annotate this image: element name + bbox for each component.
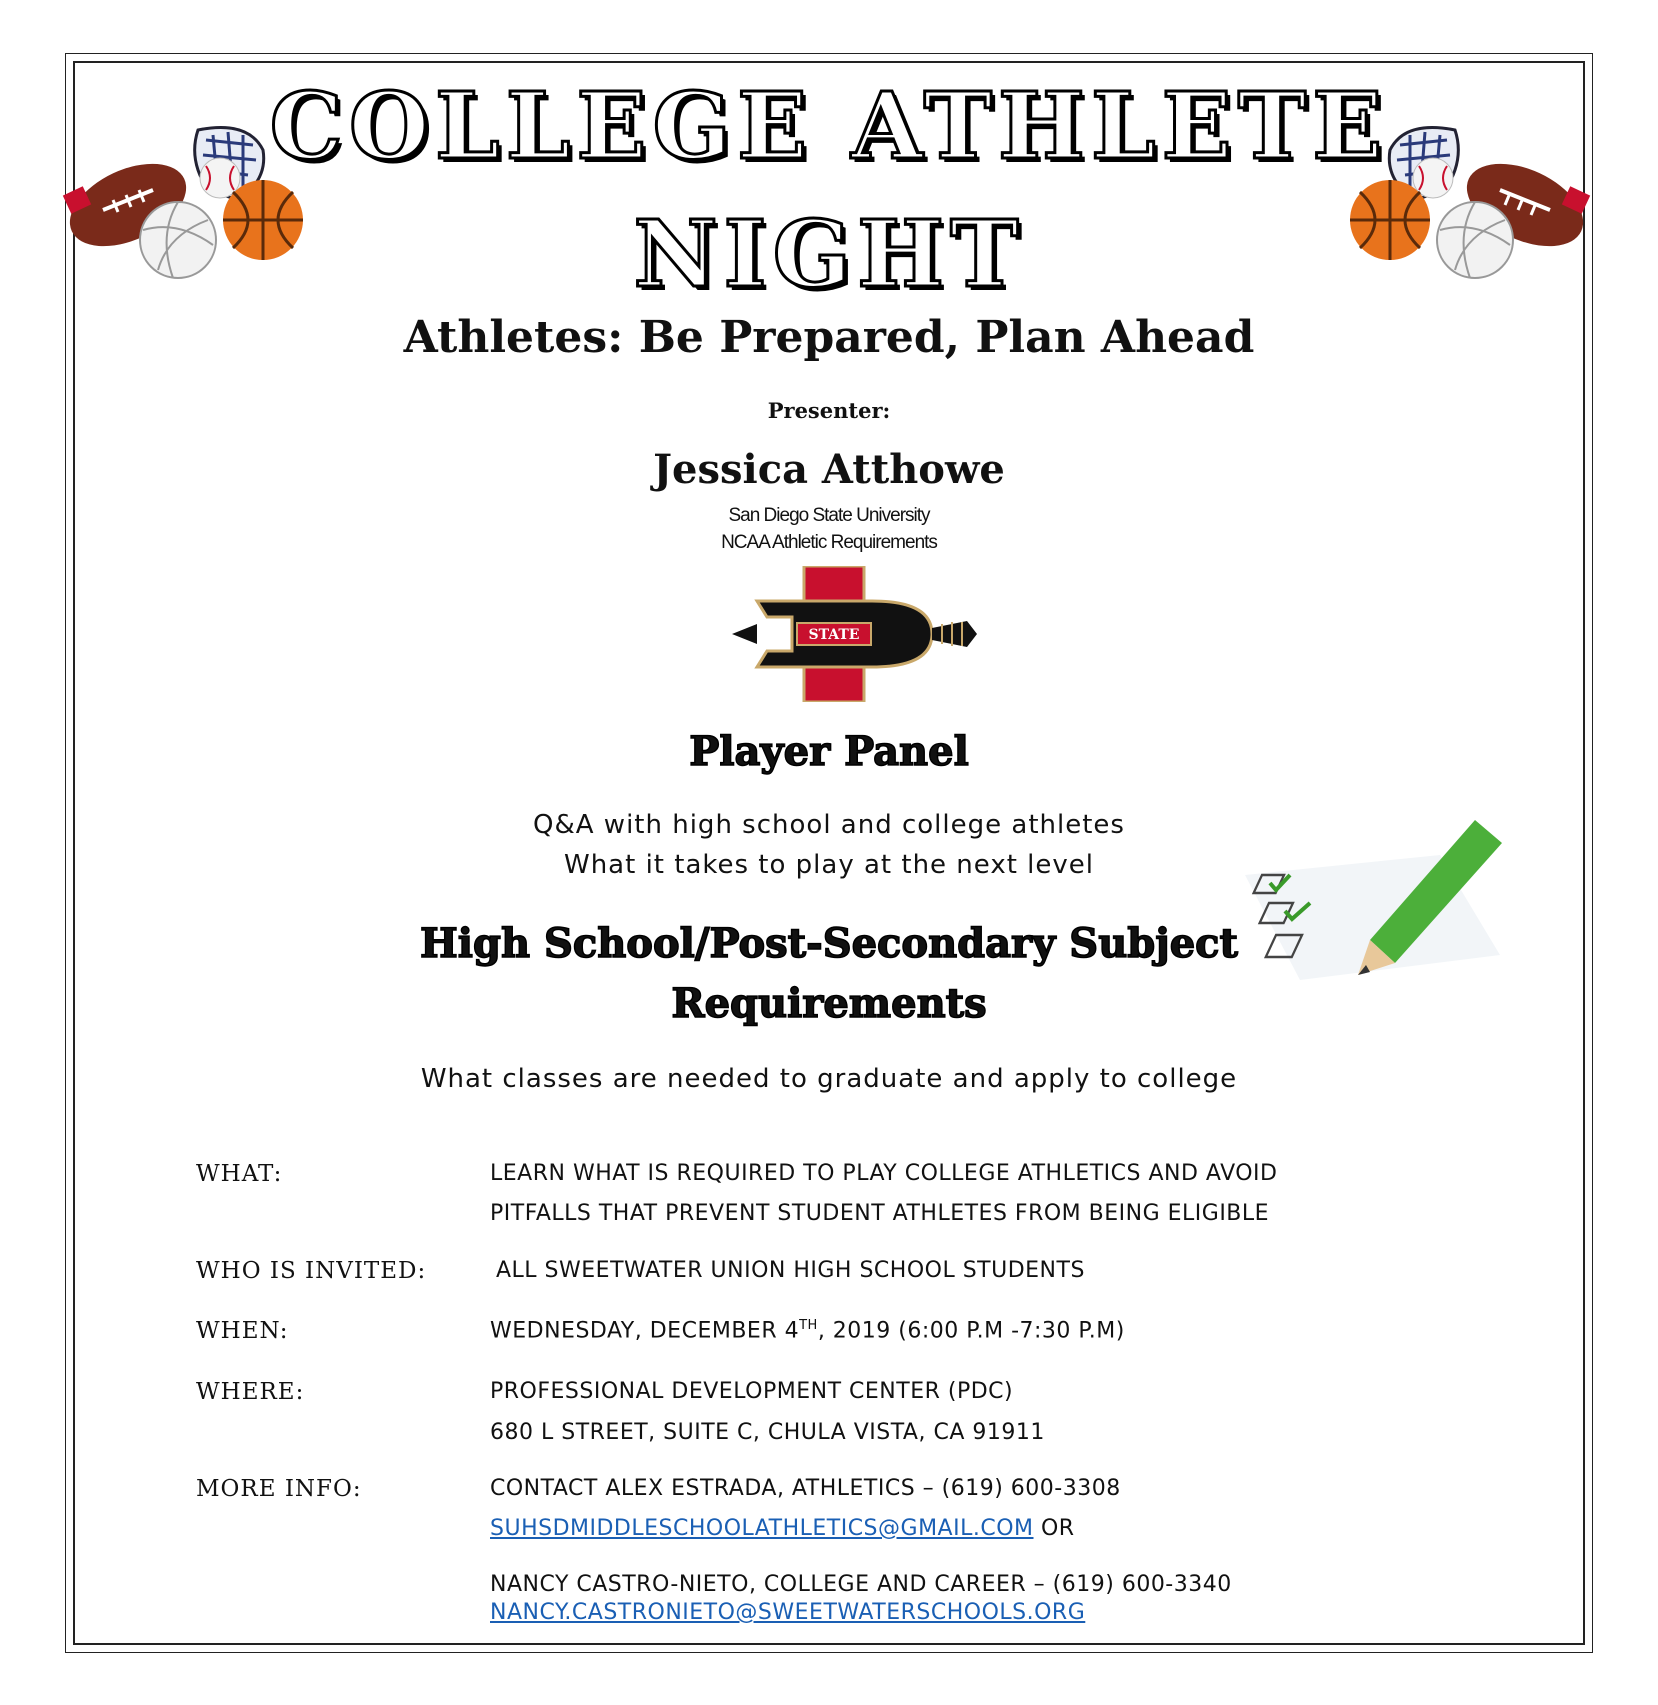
what-label: WHAT:	[196, 1161, 283, 1187]
where-label: WHERE:	[196, 1379, 305, 1405]
sdsu-logo-icon	[727, 566, 979, 702]
when-date: WEDNESDAY, DECEMBER 4	[490, 1318, 800, 1344]
presenter-topic: NCAA Athletic Requirements	[721, 532, 937, 553]
email-link-nancy[interactable]	[490, 1600, 1085, 1625]
presenter-label: Presenter:	[767, 398, 891, 423]
presenter-organization: San Diego State University	[728, 505, 930, 526]
logo-state-text: STATE	[808, 627, 860, 643]
what-line-1: LEARN WHAT IS REQUIRED TO PLAY COLLEGE ATHLETICS AND AVOID	[490, 1161, 1278, 1186]
info-or: OR	[1033, 1516, 1075, 1541]
requirements-heading-line-2: Requirements	[671, 980, 987, 1027]
who-value: ALL SWEETWATER UNION HIGH SCHOOL STUDENTS	[496, 1258, 1085, 1283]
who-label: WHO IS INVITED:	[196, 1258, 427, 1284]
presenter-name: Jessica Atthowe	[653, 446, 1005, 493]
email-link-college-career[interactable]: NANCY.CASTRONIETO@SWEETWATERSCHOOLS.ORG	[490, 1600, 1086, 1625]
when-time: , 2019 (6:00 P.M -7:30 P.M)	[817, 1318, 1125, 1344]
where-line-2: 680 L STREET, SUITE C, CHULA VISTA, CA 91911	[490, 1420, 1045, 1445]
panel-line-1: Q&A with high school and college athletes	[533, 810, 1125, 840]
info-contact-alex: CONTACT ALEX ESTRADA, ATHLETICS – (619) 600-3308	[490, 1476, 1121, 1501]
requirements-heading-line-1: High School/Post-Secondary Subject	[419, 920, 1238, 967]
when-date-suffix: TH	[799, 1318, 818, 1333]
more-info-label: MORE INFO:	[196, 1476, 362, 1502]
panel-line-2: What it takes to play at the next level	[563, 850, 1095, 880]
info-contact-nancy: NANCY CASTRO-NIETO, COLLEGE AND CAREER – (619) 600-3340	[490, 1572, 1232, 1597]
where-line-1: PROFESSIONAL DEVELOPMENT CENTER (PDC)	[490, 1379, 1014, 1404]
subtitle: Athletes: Be Prepared, Plan Ahead	[403, 312, 1255, 363]
when-value	[490, 1318, 1125, 1343]
requirements-line: What classes are needed to graduate and apply to college	[420, 1064, 1238, 1094]
what-line-2: PITFALLS THAT PREVENT STUDENT ATHLETES FROM BEING ELIGIBLE	[490, 1201, 1270, 1226]
info-email-line	[490, 1516, 1075, 1541]
title-line-1: COLLEGE ATHLETE	[269, 72, 1389, 180]
email-link-athletics[interactable]: SUHSDMIDDLESCHOOLATHLETICS@GMAIL.COM	[490, 1516, 1034, 1541]
when-label: WHEN:	[196, 1318, 289, 1344]
player-panel-heading: Player Panel	[689, 728, 969, 775]
title-line-2: NIGHT	[633, 200, 1025, 308]
